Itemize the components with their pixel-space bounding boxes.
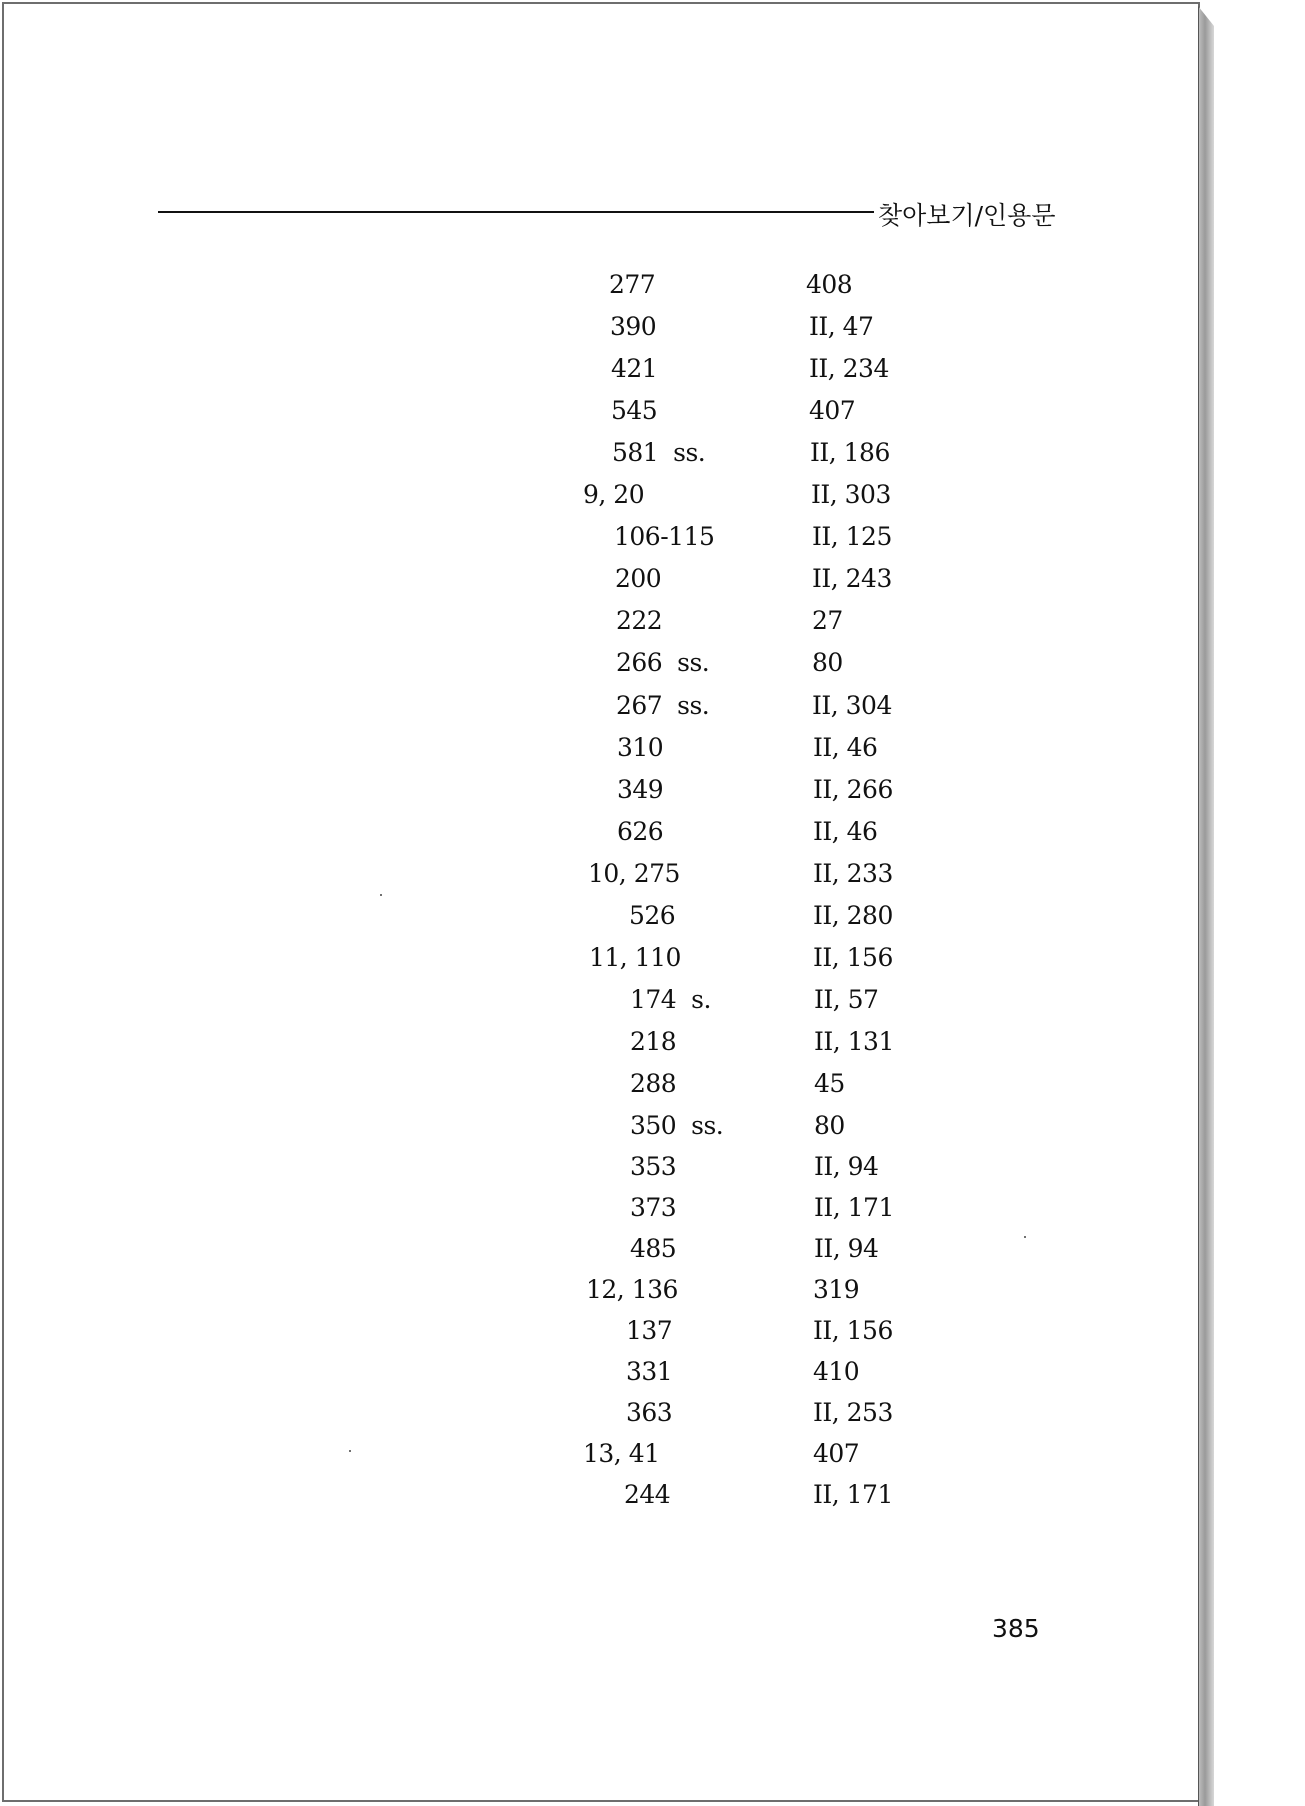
index-row [0,1357,1305,1397]
index-row [0,985,1305,1025]
index-row [0,817,1305,857]
citation-reference: 626 [617,817,664,846]
citation-reference: 390 [610,312,657,341]
page-reference: 319 [813,1275,860,1304]
header-rule [158,211,874,213]
page-reference: II, 57 [814,985,879,1014]
index-row [0,733,1305,773]
page-reference: 407 [813,1439,860,1468]
citation-reference: 353 [630,1152,677,1181]
index-row [0,522,1305,562]
page-reference: II, 171 [814,1193,894,1222]
citation-reference: 9, 20 [583,480,645,509]
index-row [0,354,1305,394]
citation-reference: 350 ss. [630,1111,724,1140]
page-reference: II, 234 [809,354,889,383]
page-reference: II, 171 [813,1480,893,1509]
page-reference: II, 46 [813,817,878,846]
citation-reference: 266 ss. [616,648,710,677]
page-reference: II, 280 [813,901,893,930]
citation-reference: 363 [626,1398,673,1427]
index-row [0,1069,1305,1109]
citation-reference: 526 [629,901,676,930]
index-row [0,312,1305,352]
index-row [0,480,1305,520]
page-reference: II, 156 [813,1316,893,1345]
citation-reference: 277 [609,270,656,299]
citation-reference: 11, 110 [589,943,681,972]
page-reference: II, 46 [813,733,878,762]
citation-reference: 174 s. [630,985,711,1014]
page-reference: II, 131 [814,1027,894,1056]
citation-reference: 13, 41 [583,1439,660,1468]
citation-reference: 10, 275 [588,859,680,888]
page-reference: 45 [814,1069,845,1098]
running-header-title: 찾아보기/인용문 [878,201,1056,230]
citation-reference: 581 ss. [612,438,706,467]
index-row [0,859,1305,899]
page-reference: 407 [809,396,856,425]
page-reference: II, 47 [809,312,874,341]
citation-reference: 106-115 [614,522,715,551]
index-row [0,691,1305,731]
page-reference: II, 253 [813,1398,893,1427]
scan-speck [380,894,382,896]
index-row [0,648,1305,688]
index-row [0,1398,1305,1438]
index-row [0,564,1305,604]
page-reference: II, 304 [812,691,892,720]
citation-reference: 331 [626,1357,673,1386]
page-reference: II, 303 [811,480,891,509]
index-row [0,270,1305,310]
page-reference: 80 [814,1111,845,1140]
index-row [0,396,1305,436]
citation-reference: 222 [616,606,663,635]
page-reference: II, 125 [812,522,892,551]
citation-reference: 200 [615,564,662,593]
scan-speck [1024,1236,1026,1238]
page-number: 385 [992,1614,1040,1643]
index-row [0,775,1305,815]
citation-reference: 267 ss. [616,691,710,720]
citation-reference: 421 [611,354,658,383]
index-row [0,1152,1305,1192]
index-row [0,1480,1305,1520]
citation-reference: 244 [624,1480,671,1509]
index-row [0,1316,1305,1356]
index-row [0,1111,1305,1151]
page-reference: II, 243 [812,564,892,593]
citation-reference: 310 [617,733,664,762]
index-row [0,1193,1305,1233]
citation-reference: 288 [630,1069,677,1098]
citation-reference: 12, 136 [586,1275,678,1304]
index-row [0,606,1305,646]
scan-speck [349,1450,351,1452]
index-row [0,943,1305,983]
citation-reference: 349 [617,775,664,804]
citation-reference: 373 [630,1193,677,1222]
page-reference: II, 94 [814,1234,879,1263]
index-row [0,438,1305,478]
page-reference: II, 94 [814,1152,879,1181]
index-row [0,901,1305,941]
index-row [0,1439,1305,1479]
page-reference: 80 [812,648,843,677]
citation-reference: 485 [630,1234,677,1263]
page-reference: 27 [812,606,843,635]
citation-reference: 137 [626,1316,673,1345]
index-row [0,1234,1305,1274]
page-reference: 408 [806,270,853,299]
page-reference: II, 156 [813,943,893,972]
page-reference: II, 266 [813,775,893,804]
page-reference: 410 [813,1357,860,1386]
page-reference: II, 186 [810,438,890,467]
citation-reference: 545 [611,396,658,425]
page-reference: II, 233 [813,859,893,888]
index-row [0,1275,1305,1315]
index-row [0,1027,1305,1067]
citation-reference: 218 [630,1027,677,1056]
